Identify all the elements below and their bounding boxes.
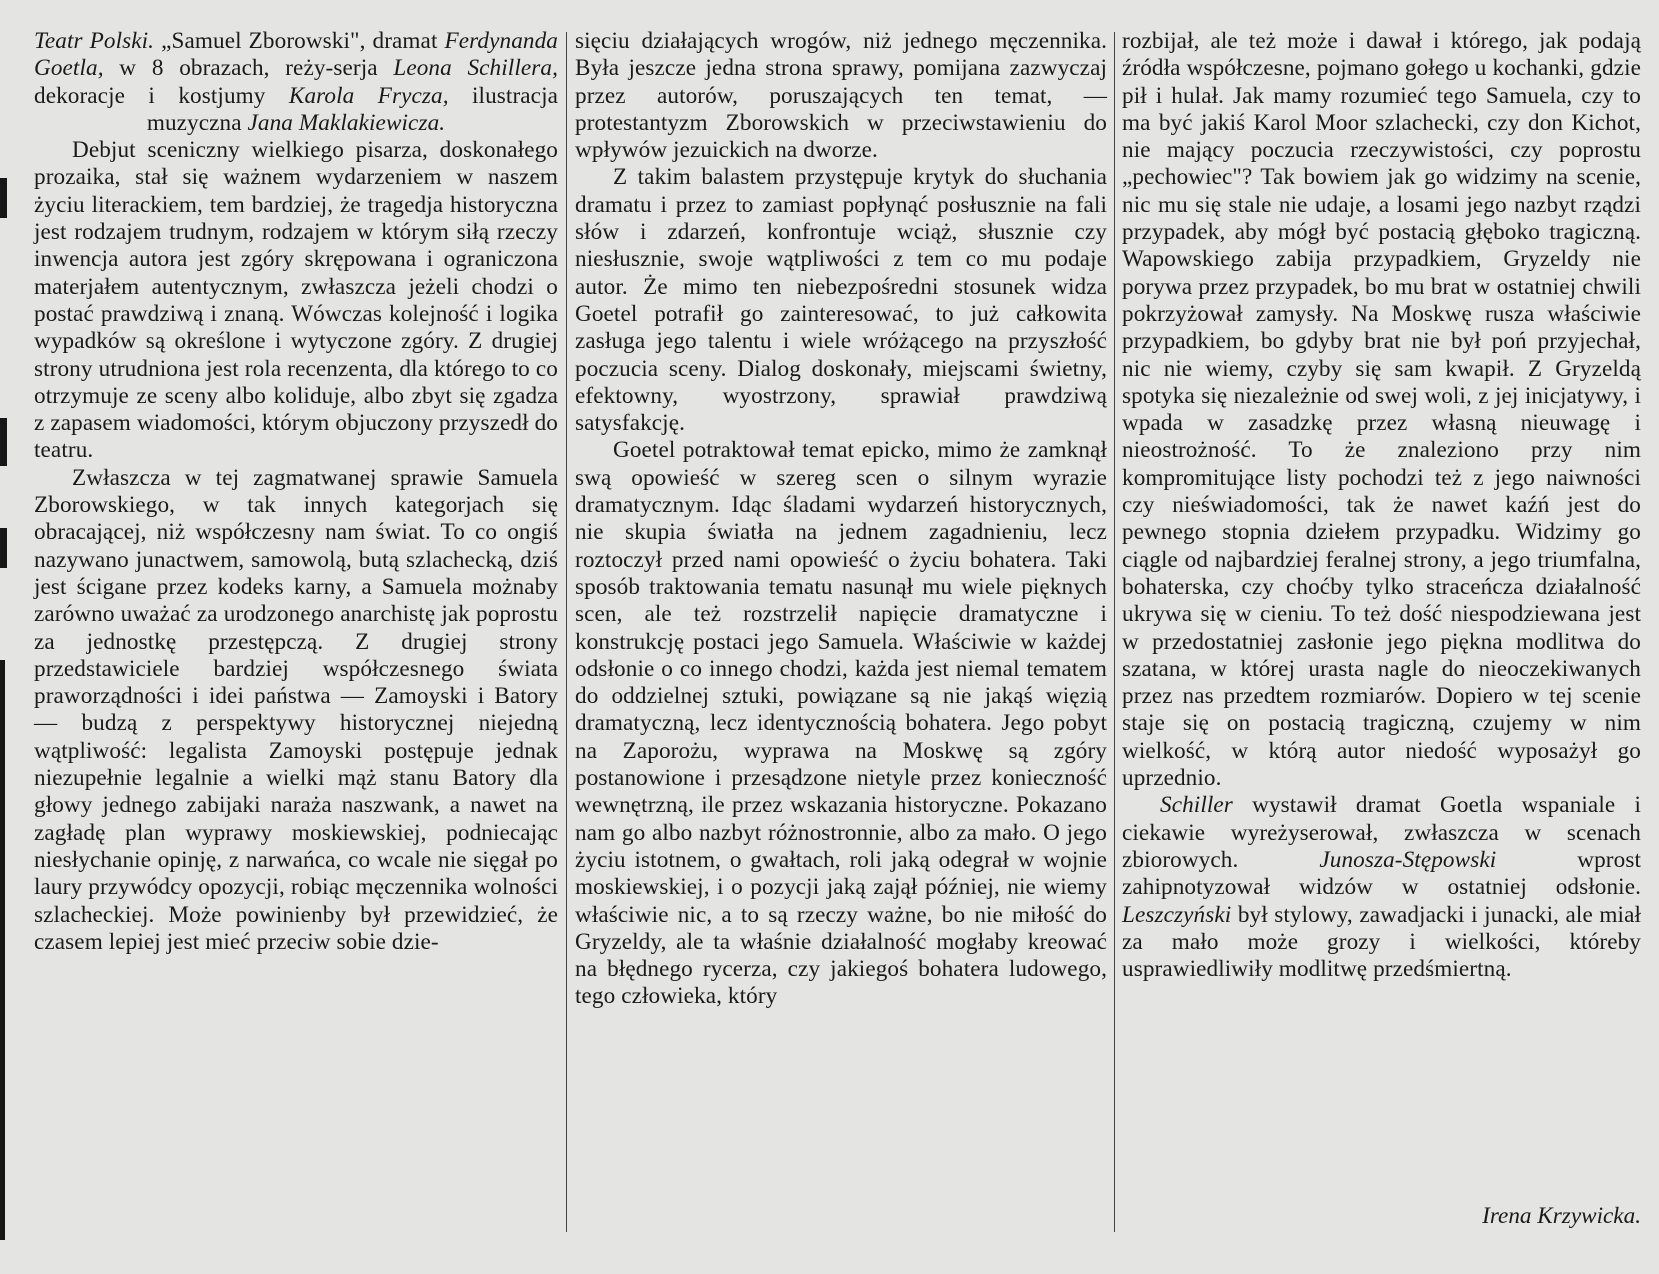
paragraph: Goetel potraktował temat epicko, mimo że zamknął swą opowieść w szereg scen o silnym wyrazie dramatycznym. Idąc śladami wydarzeń historycznych, nie skupia światła na jednem zagadnieniu, lecz roztoczył przed nami opowieść o życiu bohatera. Taki sposób traktowania tematu nasunął mu wiele pięknych scen, ale też rozstrzelił napięcie dramatyczne i konstrukcję postaci jego Samuela. Właściwie w każdej odsłonie o co innego chodzi, każda jest niemal tematem do oddzielnej sztuki, powiązane są nie jakąś więzią dramatyczną, lecz identycznością bohatera. Jego pobyt na Zaporożu, wyprawa na Moskwę są zgóry postanowione i przesądzone nietyle przez konieczność wewnętrzną, ile przez wskazania historyczne. Pokazano nam go albo nazbyt różnostronnie, albo za mało. O jego życiu istotnem, o gwałtach, roli jaką odegrał w wojnie moskiewskiej, i o pozycji jaką zajął później, nie wiemy właściwie nic, a to są rzeczy ważne, bo nie miłość do Gryzeldy, ale ta właśnie działalność mogłaby kreować na błędnego rycerza, czy jakiegoś bohatera ludowego, tego człowieka, który [575, 437, 1107, 1010]
paragraph: Z takim balastem przystępuje krytyk do słuchania dramatu i przez to zamiast popłynąć posłusznie na fali słów i zdarzeń, konfrontuje wciąż, słusznie czy niesłusznie, swoje wątpliwości z tem co mu podaje autor. Że mimo ten niebezpośredni stosunek widza Goetel potrafił go zainteresować, to już całkowita zasługa jego talentu i wiele wróżącego na przyszłość poczucia sceny. Dialog doskonały, miejscami świetny, efektowny, wyostrzony, sprawiał prawdziwą satysfakcję. [575, 164, 1107, 437]
author-signature: Irena Krzywicka. [1482, 1203, 1641, 1229]
margin-mark [0, 660, 5, 1240]
author-name: Ferdynanda Goetla, [34, 28, 558, 82]
theatre-name: Teatr Polski. [34, 28, 155, 54]
article-column-1 [34, 28, 558, 956]
column-rule [1114, 32, 1115, 1232]
article-column-2 [575, 28, 1107, 1011]
column-rule [566, 32, 567, 1232]
paragraph: Schiller wystawił dramat Goetla wspaniale i ciekawie wyreżyserował, zwłaszcza w scenach zbiorowych. Junosza-Stępowski wprost zahipnotyzował widzów w ostatniej odsłonie. Leszczyński był stylowy, zawadjacki i junacki, ale miał za mało może grozy i wielkości, któreby usprawiedliwiły modlitwę przedśmiertną. [1122, 792, 1642, 983]
margin-mark [0, 418, 7, 466]
actor-name: Junosza-Stępowski [1319, 846, 1497, 873]
paragraph: Debjut sceniczny wielkiego pisarza, doskonałego prozaika, stał się ważnem wydarzeniem w naszem życiu literackiem, tem bardziej, że tragedja historyczna jest rodzajem trudnym, rodzajem w którym siłą rzeczy inwencja autora jest zgóry skrępowana i ograniczona materjałem autentycznym, zwłaszcza jeżeli chodzi o postać prawdziwą i znaną. Wówczas kolejność i logika wypadków są określone i wytyczone zgóry. Z drugiej strony utrudniona jest rola recenzenta, dla którego to co otrzymuje ze sceny albo koliduje, albo zbyt się zgadza z zapasem wiadomości, którym objuczony przyszedł do teatru. [34, 137, 558, 464]
paragraph: Zwłaszcza w tej zagmatwanej sprawie Samuela Zborowskiego, w tak innych kategorjach się obracającej, niż współczesny nam świat. To co ongiś nazywano junactwem, samowolą, butą szlachecką, dziś jest ścigane przez kodeks karny, a Samuela możnaby zarówno uważać za urodzonego anarchistę jak poprostu za jednostkę przestępczą. Z drugiej strony przedstawiciele bardziej współczesnego świata praworządności i idei państwa — Zamoyski i Batory — budzą z perspektywy historycznej niejedną wątpliwość: legalista Zamoyski postępuje jednak niezupełnie legalnie a wielki mąż stanu Batory dla głowy jednego zabijaki naraża naszwank, a nawet na zagładę plan wyprawy moskiewskiej, podniecając niesłychanie opinję, z narwańca, co wcale nie sięgał po laury przywódcy opozycji, robiąc męczennika wolności szlacheckiej. Może powinienby był przewidzieć, że czasem lepiej jest mieć przeciw sobie dzie- [34, 464, 558, 955]
decor-author-name: Karola Frycza, [288, 82, 449, 109]
paragraph: sięciu działających wrogów, niż jednego męczennika. Była jeszcze jedna strona sprawy, pomijana zazwyczaj przez autorów, poruszających ten temat, — protestantyzm Zborowskich w przeciwstawieniu do wpływów jezuickich na dworze. [575, 28, 1107, 164]
margin-mark [0, 528, 7, 568]
actor-name: Schiller [1160, 792, 1233, 819]
music-author-name: Jana Maklakiewicza. [247, 109, 446, 136]
article-column-3 [1122, 28, 1641, 983]
paragraph: rozbijał, ale też może i dawał i którego, jak podają źródła współczesne, pojmano gołego u kochanki, gdzie pił i hulał. Jak mamy rozumieć tego Samuela, czy to ma być jakiś Karol Moor szlachecki, czy don Kichot, nie mający poczucia rzeczywistości, czy poprostu „pechowiec"? Tak bowiem jak go widzimy na scenie, nic mu się stale nie udaje, a losami jego nazbyt rządzi przypadek, aby mógł być postacią głęboko tragiczną. Wapowskiego zabija przypadkiem, Gryzeldy nie porywa przez przypadek, bo mu brat w ostatniej chwili pokrzyżował zamysły. Na Moskwę rusza właściwie przypadkiem, bo gdyby brat nie był poń przyjechał, nic nie wiemy, czyby się sam kwapił. Z Gryzeldą spotyka się niezależnie od swej woli, z jej inicjatywy, i wpada w zasadzkę przez własną nieuwagę i nieostrożność. To że znaleziono przy nim kompromitujące listy pochodzi też z jego naiwności czy nieświadomości, tak że nawet kaźń jest do pewnego stopnia dziełem przypadku. Widzimy go ciągle od najbardziej feralnej strony, a jego triumfalna, bohaterska, czy choćby tylko straceńcza działalność ukrywa się w cieniu. To też dość niespodziewana jest w przedostatniej zasłonie jego piękna modlitwa do szatana, w której urasta nagle do nieoczekiwanych przez nas przedtem rozmiarów. Dopiero w tej scenie staje się on postacią tragiczną, czujemy w nim wielkość, w którą autor niedość wyposażył go uprzednio. [1122, 28, 1641, 792]
actor-name: Leszczyński [1122, 901, 1232, 928]
review-header: Teatr Polski. „Samuel Zborowski", dramat Ferdynanda Goetla, w 8 obrazach, reży-serja Leona Schillera, dekoracje i kostjumy Karola Frycza, ilustracja muzyczna Jana Maklakiewicza. [34, 28, 558, 136]
margin-mark [0, 178, 7, 218]
play-title: „Samuel Zborowski", dramat [161, 28, 438, 54]
director-name: Leona Schillera, [393, 55, 558, 82]
